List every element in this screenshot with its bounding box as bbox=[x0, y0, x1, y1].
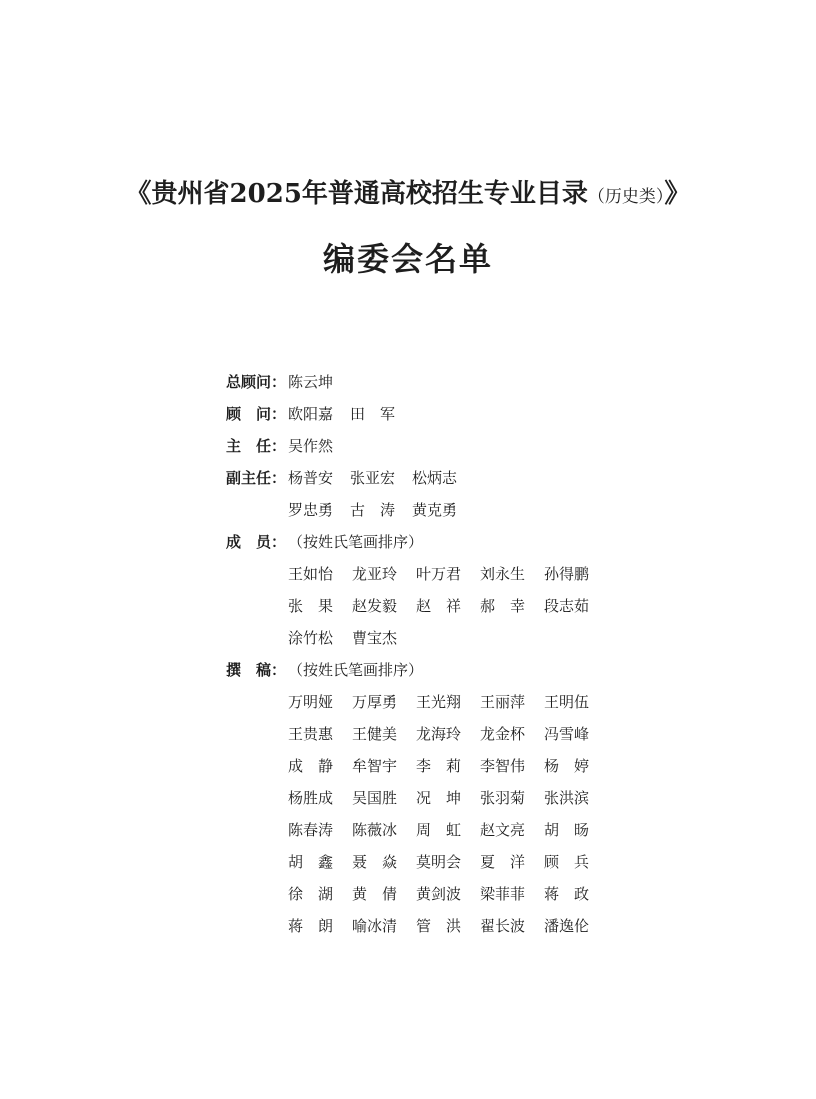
deputy-director-label: 副主任： bbox=[226, 469, 287, 487]
person-name: 罗忠勇 bbox=[288, 501, 334, 519]
person-name: 曹宝杰 bbox=[352, 629, 398, 647]
person-name: 莫明会 bbox=[416, 853, 462, 871]
general-advisor-names bbox=[288, 366, 350, 398]
deputy-director-row-2 bbox=[226, 494, 646, 526]
writers-label: 撰 稿： bbox=[226, 661, 287, 679]
person-name: 涂竹松 bbox=[288, 629, 334, 647]
person-name: 王健美 bbox=[352, 725, 398, 743]
person-name: 张洪滨 bbox=[544, 789, 590, 807]
deputy-director-names-line1 bbox=[288, 462, 474, 494]
person-name: 王明伍 bbox=[544, 693, 590, 711]
person-name: 胡 旸 bbox=[544, 821, 590, 839]
members-label: 成 员： bbox=[226, 533, 287, 551]
person-name: 古 涛 bbox=[350, 501, 396, 519]
person-name: 王丽萍 bbox=[480, 693, 526, 711]
director-names bbox=[288, 430, 350, 462]
person-name: 蒋 朗 bbox=[288, 917, 334, 935]
person-name: 胡 鑫 bbox=[288, 853, 334, 871]
person-name: 万厚勇 bbox=[352, 693, 398, 711]
person-name: 欧阳嘉 bbox=[288, 405, 334, 423]
person-name: 黄剑波 bbox=[416, 885, 462, 903]
members-header-row bbox=[226, 526, 646, 558]
deputy-director-row bbox=[226, 462, 646, 494]
person-name: 杨 婷 bbox=[544, 757, 590, 775]
person-name: 赵发毅 bbox=[352, 597, 398, 615]
person-name: 王如怡 bbox=[288, 565, 334, 583]
person-name: 田 军 bbox=[350, 405, 396, 423]
person-name: 赵文亮 bbox=[480, 821, 526, 839]
writers-row bbox=[226, 750, 646, 782]
advisor-label: 顾 问： bbox=[226, 405, 287, 423]
person-name: 陈薇冰 bbox=[352, 821, 398, 839]
person-name: 夏 洋 bbox=[480, 853, 526, 871]
writers-row bbox=[226, 846, 646, 878]
person-name: 管 洪 bbox=[416, 917, 462, 935]
general-advisor-label: 总顾问： bbox=[226, 373, 287, 391]
writers-row bbox=[226, 718, 646, 750]
person-name: 张亚宏 bbox=[350, 469, 396, 487]
person-name: 蒋 政 bbox=[544, 885, 590, 903]
editorial-roster bbox=[226, 366, 646, 942]
person-name: 吴作然 bbox=[288, 437, 334, 455]
person-name: 黄克勇 bbox=[412, 501, 458, 519]
person-name: 孙得鹏 bbox=[544, 565, 590, 583]
person-name: 郝 幸 bbox=[480, 597, 526, 615]
person-name: 顾 兵 bbox=[544, 853, 590, 871]
person-name: 龙金杯 bbox=[480, 725, 526, 743]
members-row bbox=[226, 590, 646, 622]
person-name: 陈春涛 bbox=[288, 821, 334, 839]
person-name: 万明娅 bbox=[288, 693, 334, 711]
person-name: 李 莉 bbox=[416, 757, 462, 775]
book-title-end: 》 bbox=[664, 179, 691, 209]
writers-header-row bbox=[226, 654, 646, 686]
person-name: 王光翔 bbox=[416, 693, 462, 711]
members-row bbox=[226, 622, 646, 654]
director-label: 主 任： bbox=[226, 437, 287, 455]
person-name: 刘永生 bbox=[480, 565, 526, 583]
person-name: 叶万君 bbox=[416, 565, 462, 583]
members-row bbox=[226, 558, 646, 590]
book-title-subtitle: （历史类） bbox=[587, 187, 665, 207]
person-name: 聂 焱 bbox=[352, 853, 398, 871]
person-name: 喻冰清 bbox=[352, 917, 398, 935]
person-name: 松炳志 bbox=[412, 469, 458, 487]
person-name: 翟长波 bbox=[480, 917, 526, 935]
book-title bbox=[0, 174, 816, 217]
person-name: 杨普安 bbox=[288, 469, 334, 487]
person-name: 周 虹 bbox=[416, 821, 462, 839]
person-name: 段志茹 bbox=[544, 597, 590, 615]
writers-row bbox=[226, 910, 646, 942]
writers-sort-note: （按姓氏笔画排序） bbox=[288, 661, 424, 679]
person-name: 龙海玲 bbox=[416, 725, 462, 743]
person-name: 徐 湖 bbox=[288, 885, 334, 903]
person-name: 成 静 bbox=[288, 757, 334, 775]
person-name: 龙亚玲 bbox=[352, 565, 398, 583]
writers-row bbox=[226, 814, 646, 846]
person-name: 冯雪峰 bbox=[544, 725, 590, 743]
person-name: 吴国胜 bbox=[352, 789, 398, 807]
writers-row bbox=[226, 782, 646, 814]
person-name: 黄 倩 bbox=[352, 885, 398, 903]
book-title-main: 《贵州省2025年普通高校招生专业目录 bbox=[125, 179, 588, 209]
writers-row bbox=[226, 686, 646, 718]
person-name: 潘逸伦 bbox=[544, 917, 590, 935]
person-name: 杨胜成 bbox=[288, 789, 334, 807]
person-name: 赵 祥 bbox=[416, 597, 462, 615]
person-name: 张羽菊 bbox=[480, 789, 526, 807]
writers-row bbox=[226, 878, 646, 910]
person-name: 王贵惠 bbox=[288, 725, 334, 743]
advisor-names bbox=[288, 398, 412, 430]
document-title: 编委会名单 bbox=[322, 240, 493, 278]
person-name: 牟智宇 bbox=[352, 757, 398, 775]
person-name: 陈云坤 bbox=[288, 373, 334, 391]
person-name: 况 坤 bbox=[416, 789, 462, 807]
person-name: 李智伟 bbox=[480, 757, 526, 775]
advisor-row bbox=[226, 398, 646, 430]
members-sort-note: （按姓氏笔画排序） bbox=[288, 533, 424, 551]
person-name: 张 果 bbox=[288, 597, 334, 615]
general-advisor-row bbox=[226, 366, 646, 398]
deputy-director-names-line2 bbox=[288, 494, 474, 526]
director-row bbox=[226, 430, 646, 462]
person-name: 梁菲菲 bbox=[480, 885, 526, 903]
